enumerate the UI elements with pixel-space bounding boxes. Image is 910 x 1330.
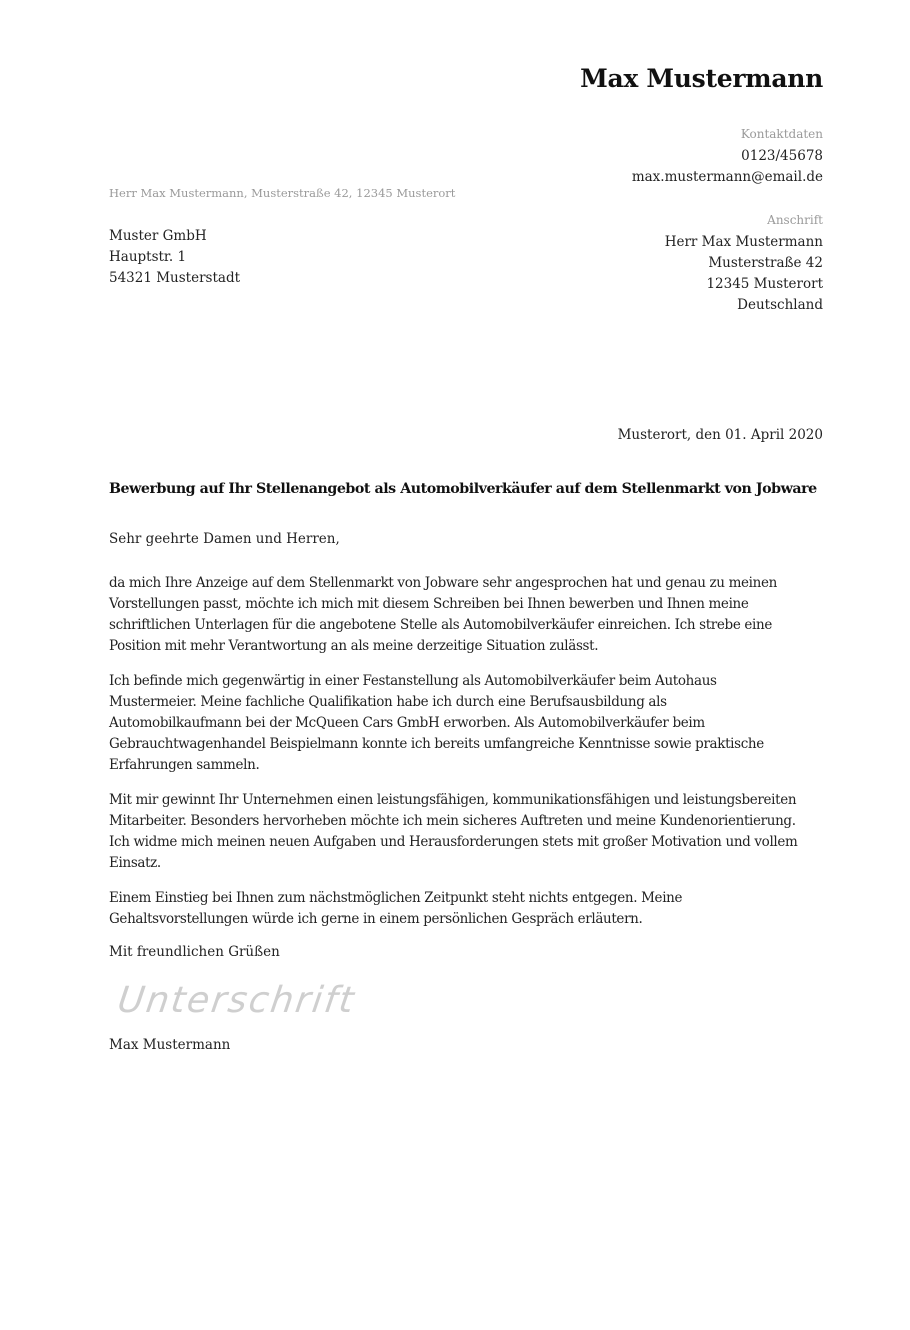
body-paragraph: Einem Einstieg bei Ihnen zum nächstmöglichen Zeitpunkt steht nichts entgegen. Meine Gehaltsvorstellungen würde ich gerne in einem persönlichen Gespräch erläutern. [109, 890, 683, 927]
signed-name: Max Mustermann [109, 1037, 231, 1053]
body-paragraph: Mit mir gewinnt Ihr Unternehmen einen leistungsfähigen, kommunikationsfähigen und leistungsbereiten Mitarbeiter. Besonders hervorheben möchte ich mein sicheres Auftreten und meine Kundenorientierung. Ich widme mich meinen neuen Aufgaben und Herausforderungen stets mit großer Motivation und vollem Einsatz. [109, 792, 798, 871]
recipient-line: 54321 Musterstadt [109, 270, 241, 286]
applicant-name: Max Mustermann [580, 64, 823, 93]
sender-return-line: Herr Max Mustermann, Musterstraße 42, 12345 Musterort [109, 186, 456, 200]
recipient-block [109, 226, 240, 289]
body-paragraph: da mich Ihre Anzeige auf dem Stellenmarkt von Jobware sehr angesprochen hat und genau zu meinen Vorstellungen passt, möchte ich mich mit diesem Schreiben bei Ihnen bewerben und Ihnen meine schriftlichen Unterlagen für die angebotene Stelle als Automobilverkäufer einreichen. Ich strebe eine Position mit mehr Verantwortung an als meine derzeitige Situation zulässt. [109, 575, 777, 654]
recipient-line: Hauptstr. 1 [109, 249, 187, 265]
closing-phrase: Mit freundlichen Grüßen [109, 944, 280, 960]
letter-subject: Bewerbung auf Ihr Stellenangebot als Automobilverkäufer auf dem Stellenmarkt von Jobware [109, 481, 817, 497]
signature-placeholder: Unterschrift [115, 980, 359, 1021]
body-paragraph: Ich befinde mich gegenwärtig in einer Festanstellung als Automobilverkäufer beim Autohaus Mustermeier. Meine fachliche Qualifikation habe ich durch eine Berufsausbildung als Automobilkaufmann bei der McQueen Cars GmbH erworben. Als Automobilverkäufer beim Gebrauchtwagenhandel Beispielmann konnte ich bereits umfangreiche Kenntnisse sowie praktische Erfahrungen sammeln. [109, 673, 764, 773]
contact-block [632, 126, 823, 188]
salutation: Sehr geehrte Damen und Herren, [109, 531, 340, 547]
contact-email: max.mustermann@email.de [631, 169, 823, 185]
contact-label: Kontaktdaten [740, 127, 823, 141]
address-line: Musterstraße 42 [708, 255, 823, 271]
recipient-line: Muster GmbH [109, 228, 207, 244]
address-block [665, 212, 823, 316]
address-line: Deutschland [737, 297, 823, 313]
address-line: 12345 Musterort [706, 276, 823, 292]
address-label: Anschrift [767, 213, 823, 227]
contact-phone: 0123/45678 [741, 148, 823, 164]
letter-body [109, 573, 799, 944]
address-line: Herr Max Mustermann [664, 234, 823, 250]
letter-date: Musterort, den 01. April 2020 [617, 427, 823, 443]
